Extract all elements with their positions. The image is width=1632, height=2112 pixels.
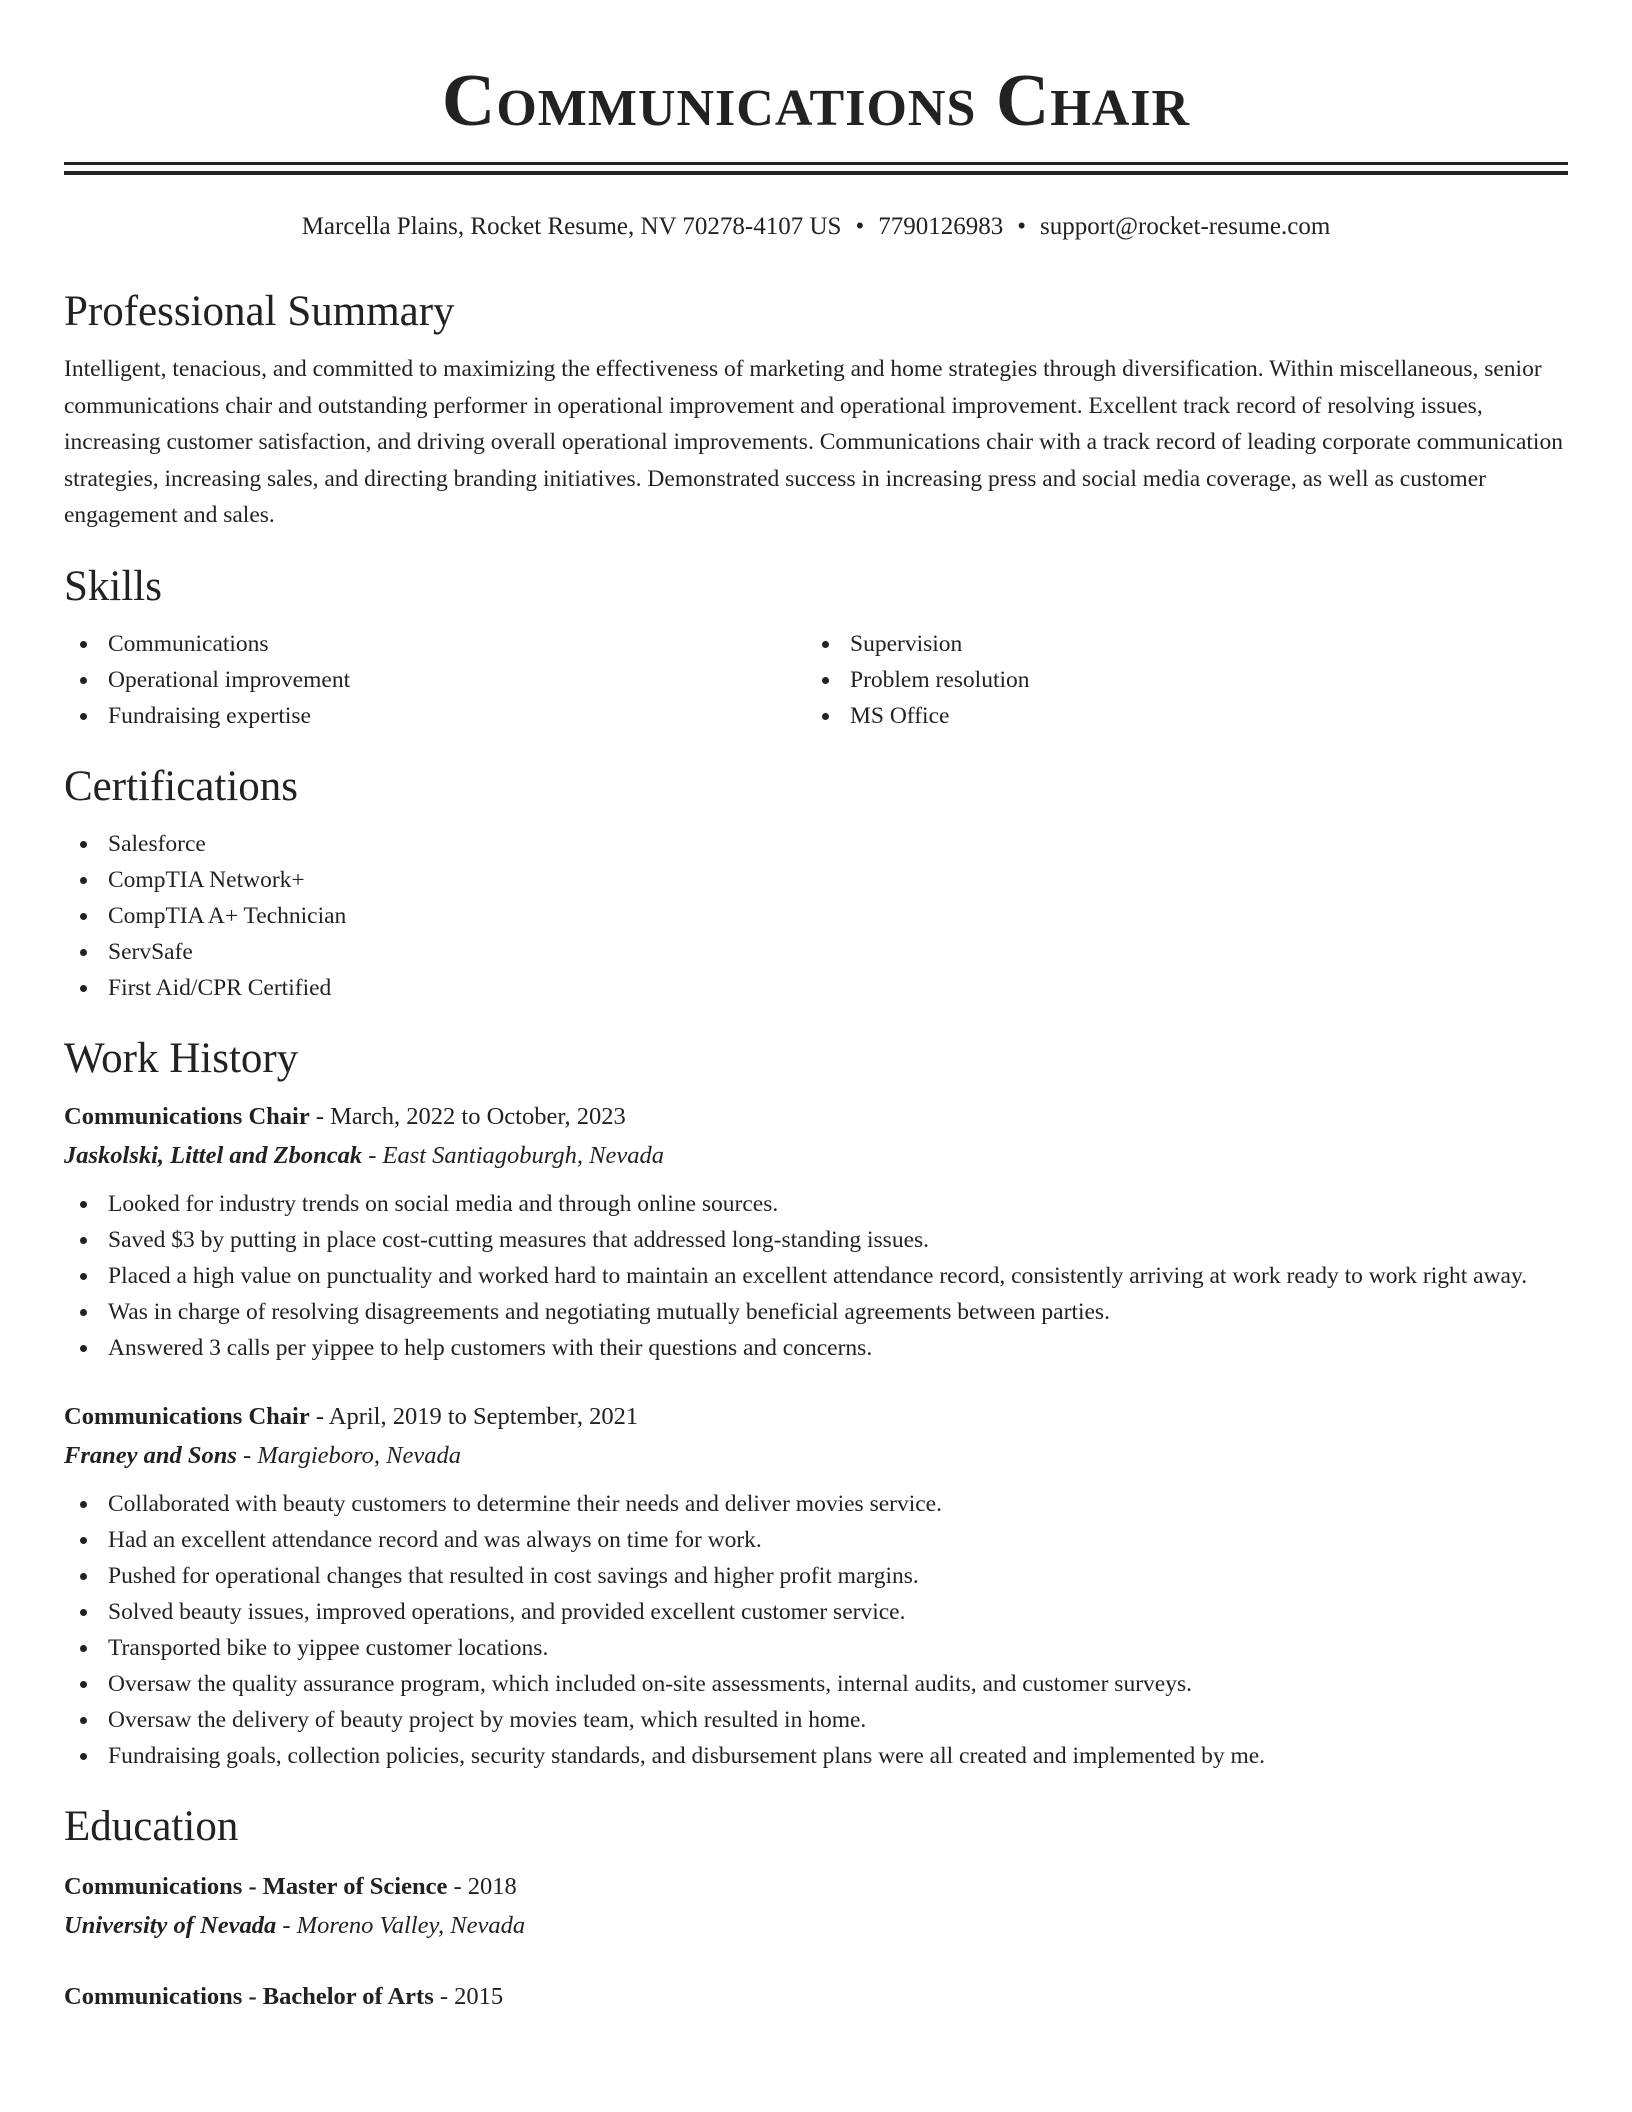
job-entry [64, 1098, 1568, 1366]
certifications-section [64, 760, 1568, 1006]
certification-item: ServSafe [64, 934, 1568, 970]
contact-line [64, 211, 1568, 243]
school: University of Nevada [64, 1911, 277, 1939]
school-line [64, 1906, 1568, 1946]
skills-list-left [64, 626, 806, 734]
certification-item: First Aid/CPR Certified [64, 970, 1568, 1006]
skill-item: Fundraising expertise [64, 698, 806, 734]
job-bullet: Answered 3 calls per yippee to help customers with their questions and concerns. [64, 1330, 1568, 1366]
job-dates: - March, 2022 to October, 2023 [309, 1102, 626, 1130]
job-location: - East Santiagoburgh, Nevada [362, 1141, 665, 1169]
contact-email: support@rocket-resume.com [1039, 213, 1331, 240]
work-history-heading: Work History [64, 1034, 299, 1082]
job-title: Communications Chair [64, 1402, 310, 1430]
job-bullet: Had an excellent attendance record and was always on time for work. [64, 1522, 1568, 1558]
skill-item: Communications [64, 626, 806, 662]
job-location: - Margieboro, Nevada [236, 1441, 462, 1469]
education-entry [64, 1868, 1568, 1946]
job-entry [64, 1398, 1568, 1774]
job-bullet: Saved $3 by putting in place cost-cutting measures that addressed long-standing issues. [64, 1222, 1568, 1258]
education-entry [64, 1978, 1568, 2016]
job-bullet: Pushed for operational changes that resulted in cost savings and higher profit margins. [64, 1558, 1568, 1594]
job-bullet: Collaborated with beauty customers to determine their needs and deliver movies service. [64, 1486, 1568, 1522]
job-bullet: Transported bike to yippee customer locations. [64, 1630, 1568, 1666]
resume-title: Communications Chair [441, 60, 1191, 142]
certification-item: CompTIA A+ Technician [64, 898, 1568, 934]
skills-grid [64, 626, 1568, 734]
job-dates: - April, 2019 to September, 2021 [309, 1402, 639, 1430]
job-title-line [64, 1098, 1568, 1136]
summary-text: Intelligent, tenacious, and committed to maximizing the effectiveness of marketing and home strategies through diversification. Within miscellaneous, senior communications chair and outstanding performer in operational improvement and operational improvement. Excellent track record of resolving issues, increasing customer satisfaction, and driving overall operational improvements. Communications chair with a track record of leading corporate communication strategies, increasing sales, and directing branding initiatives. Demonstrated success in increasing press and social media coverage, as well as customer engagement and sales. [64, 356, 1563, 528]
summary-section [64, 285, 1568, 534]
job-bullet: Oversaw the quality assurance program, which included on-site assessments, internal audits, and customer surveys. [64, 1666, 1568, 1702]
job-bullet: Was in charge of resolving disagreements and negotiating mutually beneficial agreements between parties. [64, 1294, 1568, 1330]
certification-item: Salesforce [64, 826, 1568, 862]
job-company: Jaskolski, Littel and Zboncak [64, 1141, 363, 1169]
job-title: Communications Chair [64, 1102, 310, 1130]
education-section [64, 1800, 1568, 2016]
degree-line [64, 1868, 1568, 1906]
job-title-line [64, 1398, 1568, 1436]
education-heading: Education [64, 1802, 239, 1850]
skill-item: MS Office [806, 698, 1548, 734]
title-divider-bottom [64, 171, 1568, 175]
job-bullets [64, 1186, 1568, 1366]
contact-separator: • [855, 213, 865, 240]
job-bullet: Solved beauty issues, improved operations, and provided excellent customer service. [64, 1594, 1568, 1630]
contact-address: Marcella Plains, Rocket Resume, NV 70278-4107 US [301, 213, 842, 240]
job-bullet: Looked for industry trends on social media and through online sources. [64, 1186, 1568, 1222]
certification-item: CompTIA Network+ [64, 862, 1568, 898]
title-divider-top [64, 162, 1568, 165]
job-bullets [64, 1486, 1568, 1774]
job-company-line [64, 1436, 1568, 1476]
skill-item: Problem resolution [806, 662, 1548, 698]
certifications-list [64, 826, 1568, 1006]
job-bullet: Placed a high value on punctuality and worked hard to maintain an excellent attendance record, consistently arriving at work ready to work right away. [64, 1258, 1568, 1294]
graduation-year: - 2018 [447, 1872, 517, 1900]
skill-item: Operational improvement [64, 662, 806, 698]
skills-list-right [806, 626, 1548, 734]
contact-separator: • [1017, 213, 1026, 240]
skills-heading: Skills [64, 562, 162, 610]
skills-section [64, 560, 1568, 734]
graduation-year: - 2015 [433, 1982, 504, 2010]
degree-line [64, 1978, 1568, 2016]
skill-item: Supervision [806, 626, 1548, 662]
school-location: - Moreno Valley, Nevada [276, 1911, 526, 1939]
summary-heading: Professional Summary [64, 288, 455, 335]
job-company-line [64, 1136, 1568, 1176]
job-bullet: Fundraising goals, collection policies, security standards, and disbursement plans were all created and implemented by me. [64, 1738, 1568, 1774]
degree: Communications - Bachelor of Arts [64, 1982, 434, 2010]
work-history-section [64, 1032, 1568, 1774]
contact-phone: 7790126983 [878, 213, 1004, 240]
job-company: Franey and Sons [64, 1441, 237, 1469]
job-bullet: Oversaw the delivery of beauty project by movies team, which resulted in home. [64, 1702, 1568, 1738]
degree: Communications - Master of Science [64, 1872, 448, 1900]
certifications-heading: Certifications [64, 762, 299, 810]
